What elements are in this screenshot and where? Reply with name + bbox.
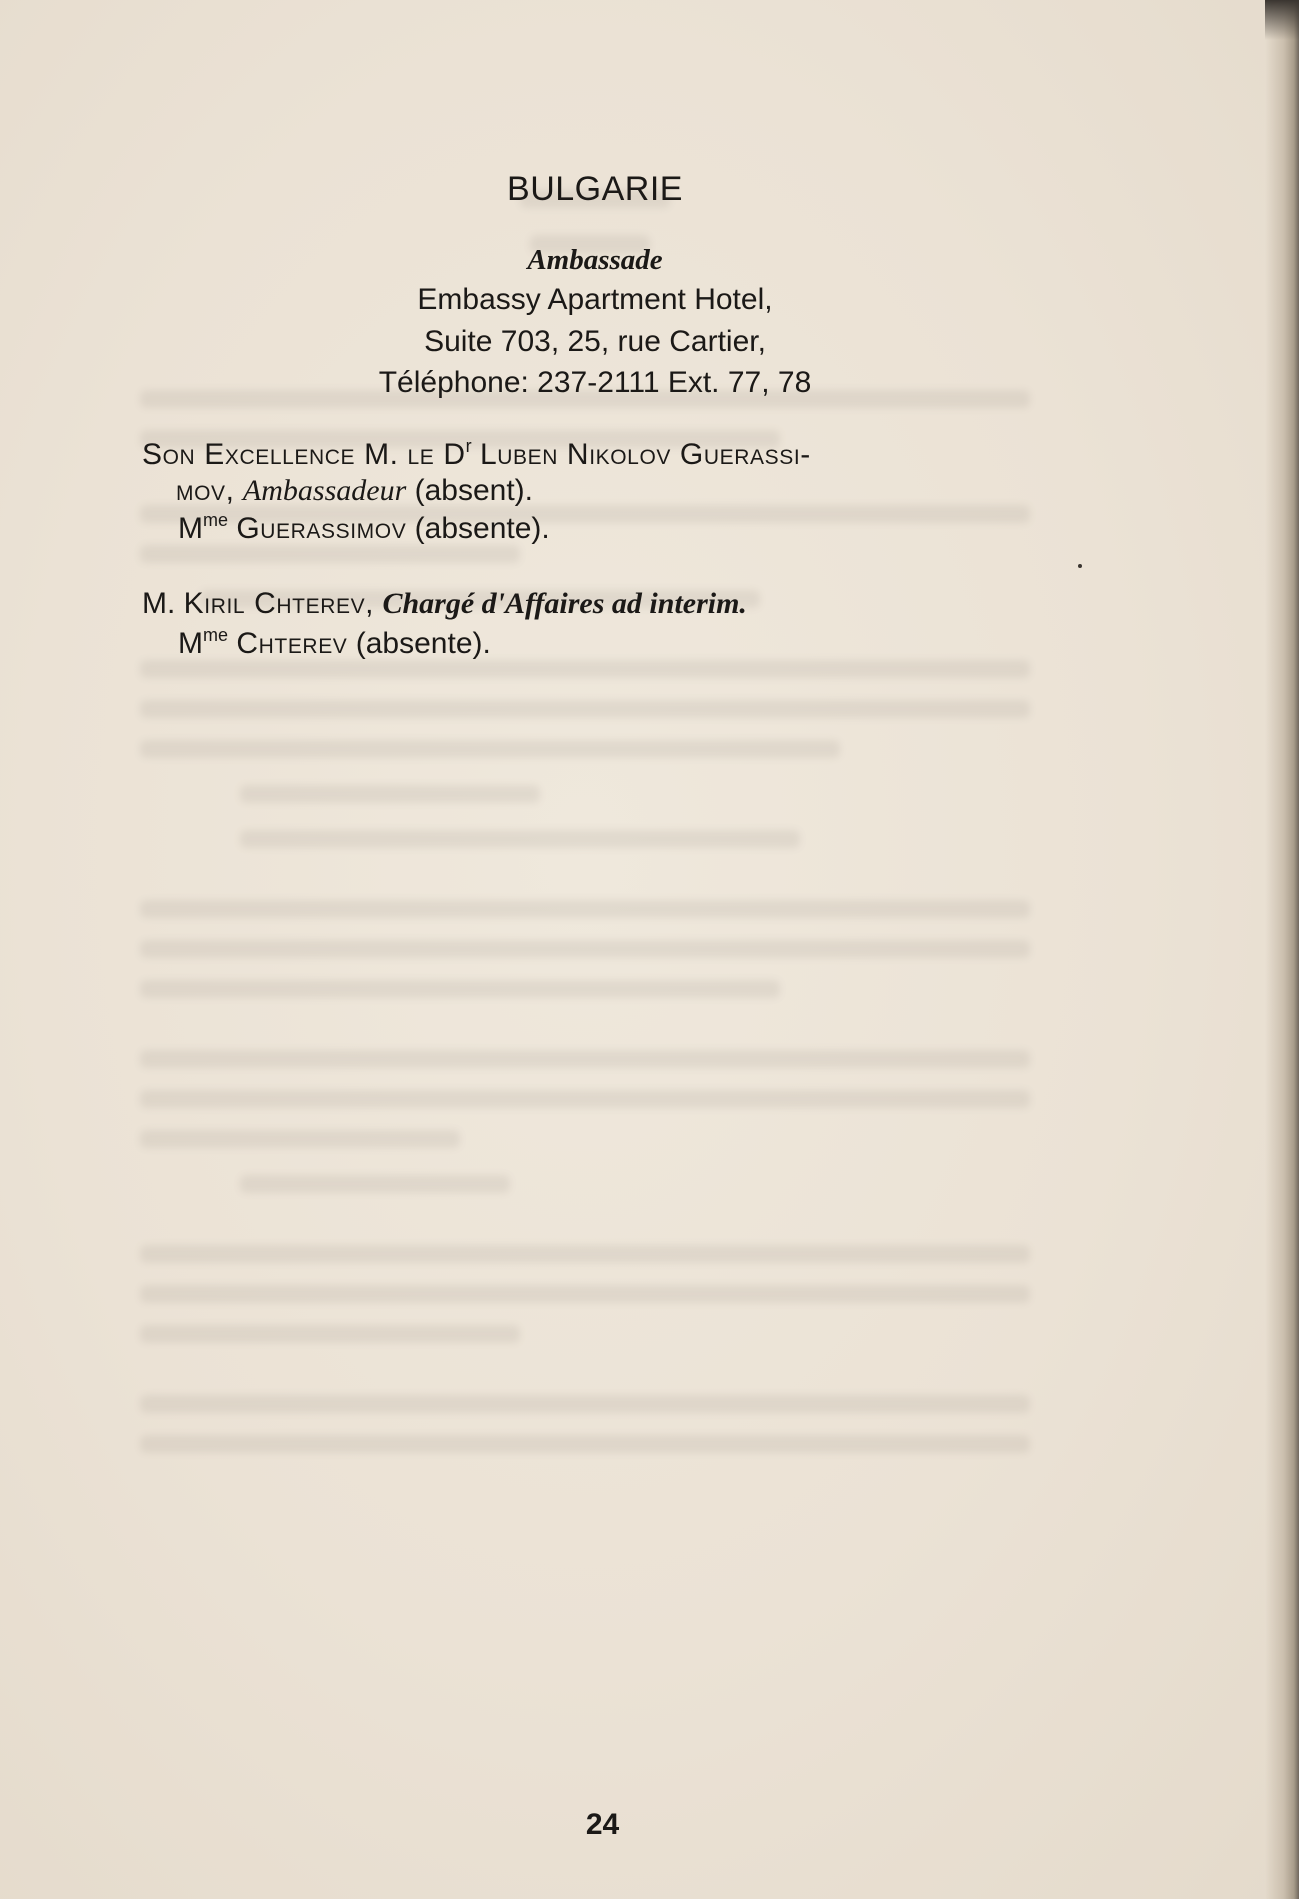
ambassador-prefix-sup: r (465, 436, 472, 456)
ambassador-name: Luben Nikolov Guerassi- (479, 438, 811, 471)
ambassador-status: (absent). (414, 474, 533, 507)
ambassador-entry-line-1 (142, 438, 811, 472)
address-line-2: Suite 703, 25, rue Cartier, (424, 325, 766, 358)
ink-speck (1078, 564, 1082, 568)
ambassador-wife-prefix: M (178, 512, 203, 545)
section-subtitle: Ambassade (527, 244, 663, 276)
charge-wife-name: Chterev (236, 627, 348, 660)
charge-wife-status: (absente). (355, 627, 491, 660)
charge-wife-prefix-sup: me (203, 625, 229, 645)
charge-entry (142, 587, 747, 621)
address-line-1: Embassy Apartment Hotel, (417, 283, 773, 316)
ambassador-wife-name: Guerassimov (236, 512, 407, 545)
page-binding-edge (1265, 0, 1299, 1899)
ambassador-entry-line-2 (176, 474, 533, 508)
charge-wife-prefix: M (178, 627, 203, 660)
ambassador-wife-status: (absente). (414, 512, 550, 545)
charge-prefix: M. (142, 587, 176, 620)
page-corner-shadow (1265, 0, 1299, 40)
country-heading: BULGARIE (507, 170, 683, 208)
page-number: 24 (585, 1808, 620, 1841)
charge-name: Kiril Chterev, (183, 587, 375, 620)
charge-wife-entry (178, 627, 491, 661)
charge-role: Chargé d'Affaires ad interim. (382, 587, 747, 620)
ambassador-wife-entry (178, 512, 550, 546)
ambassador-name-cont: mov, (176, 474, 235, 507)
address-line-3: Téléphone: 237-2111 Ext. 77, 78 (378, 366, 812, 399)
ambassador-role: Ambassadeur (242, 474, 407, 507)
ambassador-prefix: Son Excellence M. le D (142, 438, 466, 471)
ambassador-wife-prefix-sup: me (203, 510, 229, 530)
